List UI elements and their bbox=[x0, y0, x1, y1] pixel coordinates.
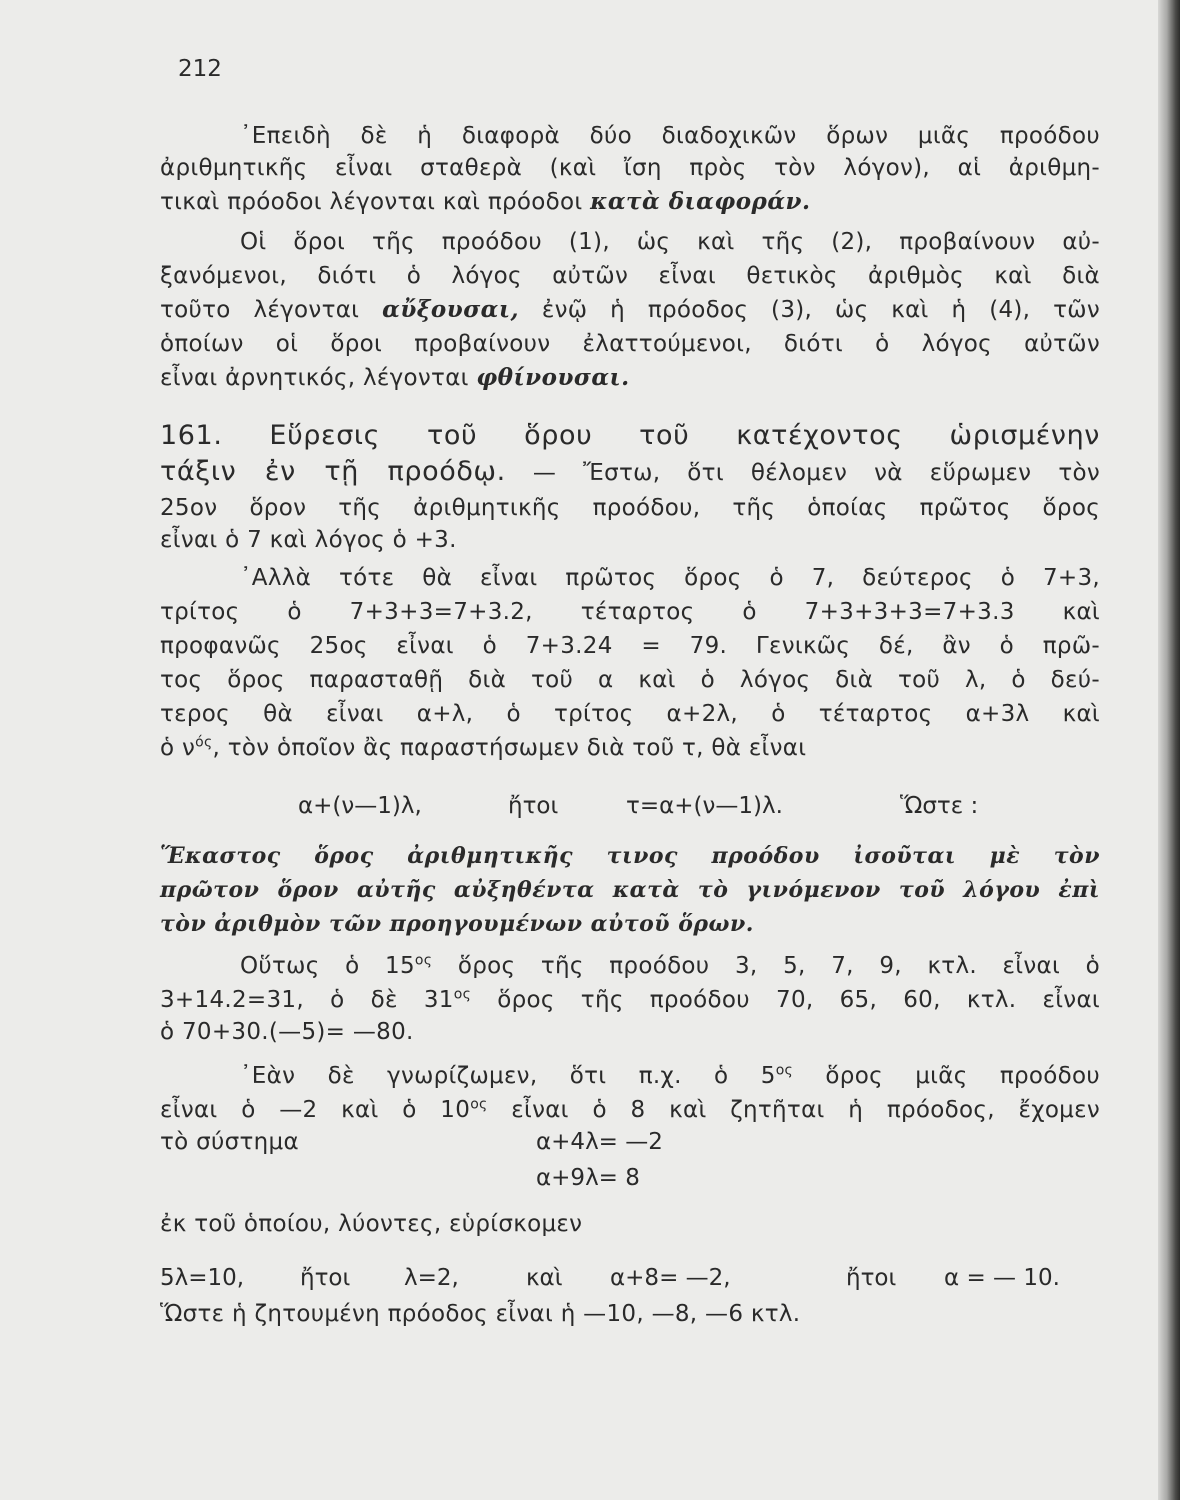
p3-line-3: προφανῶς 25ος εἶναι ὁ 7+3.24 = 79. Γενικῶς δέ, ἂν ὁ πρῶ- bbox=[160, 633, 1100, 659]
p3-line-6 bbox=[160, 732, 1100, 764]
section-161-heading-cont: τάξιν ἐν τῇ προόδῳ. bbox=[160, 456, 506, 487]
p5-line-1-text-b: ὅρος μιᾶς προόδου bbox=[793, 1063, 1100, 1089]
p2-line-5 bbox=[160, 362, 1100, 394]
p5-line-1-text-a: ᾿Εὰν δὲ γνωρίζωμεν, ὅτι π.χ. ὁ 5 bbox=[240, 1063, 776, 1089]
p4-line-2 bbox=[160, 984, 1100, 1016]
p5-superscript-1: ος bbox=[775, 1062, 794, 1079]
p1-line-3 bbox=[160, 186, 1100, 218]
section-161-line-2 bbox=[160, 456, 1100, 489]
p5-line-2-text-b: εἶναι ὁ 8 καὶ ζητῆται ἡ πρόοδος, ἔχομεν bbox=[487, 1097, 1100, 1123]
p1-line-1: ᾿Επειδὴ δὲ ἡ διαφορὰ δύο διαδοχικῶν ὅρων μιᾶς προόδου bbox=[240, 123, 1100, 149]
p4-superscript-1: ος bbox=[414, 952, 433, 969]
page-number: 212 bbox=[178, 56, 222, 82]
p2-line-3 bbox=[160, 294, 1100, 326]
section-161-line-4: εἶναι ὁ 7 καὶ λόγος ὁ +3. bbox=[160, 527, 457, 553]
p3-line-6-text-a: ὁ ν bbox=[160, 735, 196, 761]
p3-line-6-text-b: , τὸν ὁποῖον ἂς παραστήσωμεν διὰ τοῦ τ, θὰ εἶναι bbox=[212, 735, 807, 761]
p4-line-1-text-b: ὅρος τῆς προόδου 3, 5, 7, 9, κτλ. εἶναι ὁ bbox=[432, 953, 1100, 979]
solution-g: α = — 10. bbox=[944, 1265, 1060, 1291]
p1-emphasis: κατὰ διαφοράν. bbox=[590, 188, 811, 215]
formula-1-b: ἤτοι bbox=[508, 793, 559, 819]
solution-e: α+8= —2, bbox=[610, 1265, 731, 1291]
section-161-line-3: 25ον ὅρον τῆς ἀριθμητικῆς προόδου, τῆς ὁποίας πρῶτος ὅρος bbox=[160, 495, 1100, 521]
section-161-line-2-text: — Ἔστω, ὅτι θέλομεν νὰ εὕρωμεν τὸν bbox=[505, 460, 1100, 486]
p4-line-1-text-a: Οὕτως ὁ 15 bbox=[240, 953, 415, 979]
solution-a: 5λ=10, bbox=[160, 1265, 245, 1291]
book-binding-shadow bbox=[1158, 0, 1180, 1500]
p2-emphasis-1: αὔξουσαι, bbox=[382, 296, 519, 323]
p4-line-1 bbox=[160, 950, 1100, 982]
rule-line-1: Ἕκαστος ὅρος ἀριθμητικῆς τινος προόδου ἰσοῦται μὲ τὸν bbox=[160, 843, 1100, 869]
system-equation-1: α+4λ= —2 bbox=[536, 1129, 663, 1155]
p2-line-2: ξανόμενοι, διότι ὁ λόγος αὐτῶν εἶναι θετικὸς ἀριθμὸς καὶ διὰ bbox=[160, 263, 1100, 289]
solution-d: καὶ bbox=[526, 1265, 563, 1291]
p2-line-3-text-b: ἐνῷ ἡ πρόοδος (3), ὡς καὶ ἡ (4), τῶν bbox=[519, 297, 1100, 323]
p3-line-4: τος ὅρος παρασταθῇ διὰ τοῦ α καὶ ὁ λόγος διὰ τοῦ λ, ὁ δεύ- bbox=[160, 667, 1100, 693]
p2-line-1: Οἱ ὅροι τῆς προόδου (1), ὡς καὶ τῆς (2), προβαίνουν αὐ- bbox=[240, 229, 1100, 255]
p1-line-2: ἀριθμητικῆς εἶναι σταθερὰ (καὶ ἴση πρὸς τὸν λόγον), αἱ ἀριθμη- bbox=[160, 155, 1100, 181]
p1-line-3-text: τικαὶ πρόοδοι λέγονται καὶ πρόοδοι bbox=[160, 189, 591, 215]
p5-line-2 bbox=[160, 1094, 1100, 1126]
p3-line-1: ᾿Αλλὰ τότε θὰ εἶναι πρῶτος ὅρος ὁ 7, δεύτερος ὁ 7+3, bbox=[240, 565, 1100, 591]
system-equation-2: α+9λ= 8 bbox=[536, 1165, 640, 1191]
solution-f: ἤτοι bbox=[846, 1265, 897, 1291]
p5-superscript-2: ος bbox=[470, 1096, 488, 1113]
p5-line-4: ἐκ τοῦ ὁποίου, λύοντες, εὑρίσκομεν bbox=[160, 1211, 583, 1237]
p5-line-1 bbox=[160, 1060, 1100, 1092]
final-line: Ὥστε ἡ ζητουμένη πρόοδος εἶναι ἡ —10, —8, —6 κτλ. bbox=[160, 1301, 801, 1327]
p2-line-3-text-a: τοῦτο λέγονται bbox=[160, 297, 383, 323]
p2-line-4: ὁποίων οἱ ὅροι προβαίνουν ἐλαττούμενοι, διότι ὁ λόγος αὐτῶν bbox=[160, 331, 1100, 357]
section-161-heading: 161. Εὕρεσις τοῦ ὅρου τοῦ κατέχοντος ὡρισμένην bbox=[160, 420, 1100, 451]
rule-line-3: τὸν ἀριθμὸν τῶν προηγουμένων αὐτοῦ ὅρων. bbox=[160, 911, 754, 937]
p4-line-3: ὁ 70+30.(—5)= —80. bbox=[160, 1019, 414, 1045]
p3-superscript: ός bbox=[195, 734, 213, 751]
p5-line-2-text-a: εἶναι ὁ —2 καὶ ὁ 10 bbox=[160, 1097, 471, 1123]
solution-c: λ=2, bbox=[404, 1265, 459, 1291]
p3-line-5: τερος θὰ εἶναι α+λ, ὁ τρίτος α+2λ, ὁ τέταρτος α+3λ καὶ bbox=[160, 701, 1100, 727]
p5-line-3: τὸ σύστημα bbox=[160, 1129, 299, 1155]
formula-1-d: Ὥστε : bbox=[900, 793, 979, 819]
p4-line-2-text-a: 3+14.2=31, ὁ δὲ 31 bbox=[160, 987, 454, 1013]
p4-line-2-text-b: ὅρος τῆς προόδου 70, 65, 60, κτλ. εἶναι bbox=[471, 987, 1101, 1013]
p2-emphasis-2: φθίνουσαι. bbox=[476, 364, 630, 391]
solution-b: ἤτοι bbox=[300, 1265, 351, 1291]
p4-superscript-2: ος bbox=[453, 986, 472, 1003]
p2-line-5-text: εἶναι ἀρνητικός, λέγονται bbox=[160, 365, 477, 391]
rule-line-2: πρῶτον ὅρον αὐτῆς αὐξηθέντα κατὰ τὸ γινόμενον τοῦ λόγου ἐπὶ bbox=[160, 877, 1100, 903]
formula-1-c: τ=α+(ν—1)λ. bbox=[626, 793, 783, 819]
formula-1-a: α+(ν—1)λ, bbox=[298, 793, 422, 819]
p3-line-2: τρίτος ὁ 7+3+3=7+3.2, τέταρτος ὁ 7+3+3+3=7+3.3 καὶ bbox=[160, 599, 1100, 625]
